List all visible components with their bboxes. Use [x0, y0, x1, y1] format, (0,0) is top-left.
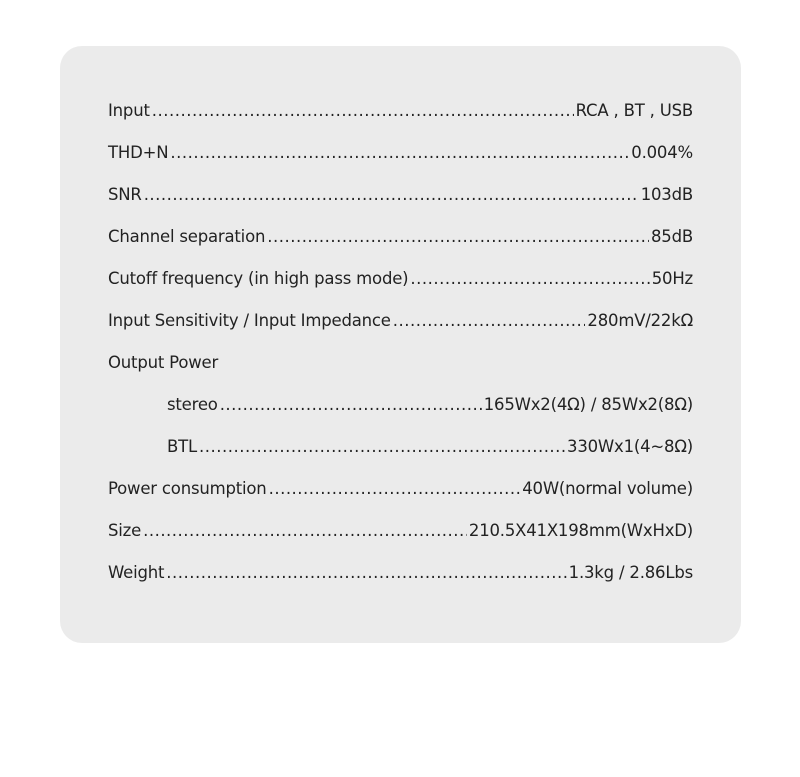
spec-row-thdn — [108, 143, 693, 167]
spec-value: 280mV/22kΩ — [587, 311, 693, 330]
spec-label: Input — [108, 101, 150, 120]
spec-value: 103dB — [640, 185, 693, 204]
spec-row-weight — [108, 563, 693, 587]
spec-value: 50Hz — [651, 269, 693, 288]
spec-value: 85dB — [651, 227, 693, 246]
spec-label: BTL — [167, 437, 197, 456]
spec-label: SNR — [108, 185, 142, 204]
dot-leader — [199, 437, 565, 456]
dot-leader — [220, 395, 482, 414]
dot-leader — [166, 563, 566, 582]
spec-row-output-btl — [167, 437, 693, 461]
spec-row-power-consumption — [108, 479, 693, 503]
spec-row-output-power — [108, 353, 693, 377]
spec-label: THD+N — [108, 143, 169, 162]
dot-leader — [170, 143, 629, 162]
spec-value: 210.5X41X198mm(WxHxD) — [468, 521, 693, 540]
spec-label: Input Sensitivity / Input Impedance — [108, 311, 391, 330]
spec-label: Size — [108, 521, 142, 540]
spec-label: Output Power — [108, 353, 219, 372]
spec-label: Channel separation — [108, 227, 266, 246]
spec-row-size — [108, 521, 693, 545]
dot-leader — [269, 479, 521, 498]
spec-row-snr — [108, 185, 693, 209]
spec-value: 0.004% — [631, 143, 693, 162]
dot-leader — [152, 101, 574, 120]
spec-row-input — [108, 101, 693, 125]
dot-leader — [267, 227, 649, 246]
spec-label: stereo — [167, 395, 218, 414]
spec-value: RCA , BT , USB — [575, 101, 693, 120]
spec-row-input-sensitivity — [108, 311, 693, 335]
dot-leader — [393, 311, 586, 330]
spec-value: 165Wx2(4Ω) / 85Wx2(8Ω) — [483, 395, 693, 414]
spec-value: 1.3kg / 2.86Lbs — [568, 563, 693, 582]
dot-leader — [410, 269, 649, 288]
spec-value: 330Wx1(4~8Ω) — [567, 437, 693, 456]
spec-row-cutoff-frequency — [108, 269, 693, 293]
spec-label: Cutoff frequency (in high pass mode) — [108, 269, 409, 288]
dot-leader — [144, 185, 639, 204]
spec-value: 40W(normal volume) — [522, 479, 693, 498]
dot-leader — [143, 521, 467, 540]
spec-label: Weight — [108, 563, 165, 582]
spec-row-channel-separation — [108, 227, 693, 251]
spec-label: Power consumption — [108, 479, 267, 498]
spec-card — [60, 46, 741, 643]
spec-row-output-stereo — [167, 395, 693, 419]
